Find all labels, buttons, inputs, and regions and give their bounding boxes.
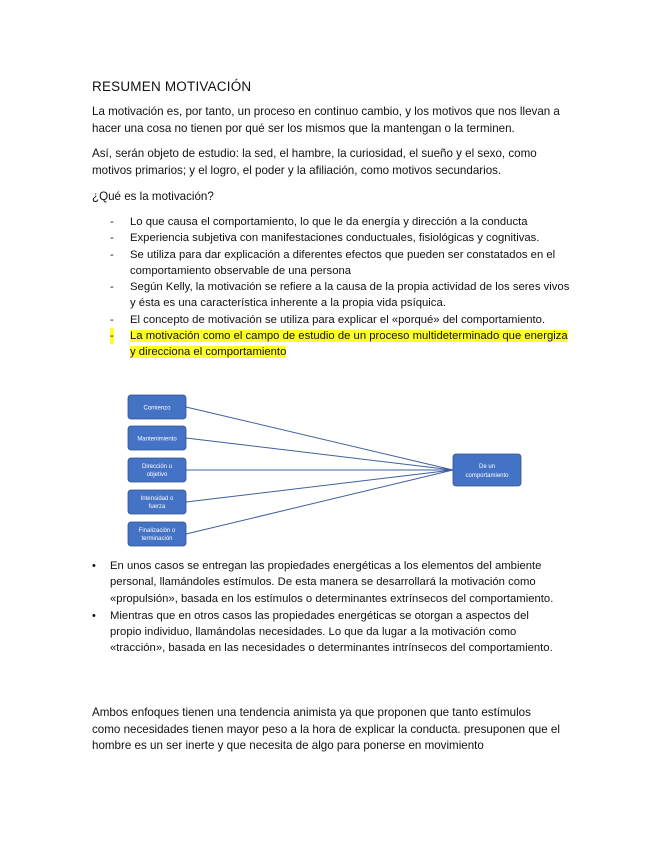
dash-marker: - bbox=[110, 328, 114, 344]
box-label: fuerza bbox=[148, 504, 166, 510]
diagram-box-comienzo bbox=[128, 395, 186, 419]
definition-text: Se utiliza para dar explicación a diferentes efectos que pueden ser constatados en el comportamiento observable de una persona bbox=[130, 248, 556, 277]
definition-item bbox=[110, 214, 570, 230]
diagram-box-mantenimiento bbox=[128, 426, 186, 450]
paragraph-conclusion: Ambos enfoques tienen una tendencia animista ya que proponen que tanto estímulos como necesidades tienen mayor peso a la hora de explicar la conducta. presuponen que el hombre es un ser inerte y que necesita de algo para ponerse en movimiento bbox=[92, 706, 560, 752]
bullet-item bbox=[92, 558, 562, 607]
diagram-box-target bbox=[453, 454, 521, 486]
definition-item-highlighted bbox=[110, 328, 570, 361]
definition-text: Experiencia subjetiva con manifestaciones conductuales, fisiológicas y cognitivas. bbox=[130, 232, 540, 245]
motivation-diagram bbox=[127, 393, 527, 549]
dash-marker: - bbox=[110, 232, 114, 245]
box-label: Mantenimiento bbox=[137, 436, 177, 443]
definitions-list bbox=[110, 214, 570, 361]
page-title: RESUMEN MOTIVACIÓN bbox=[92, 79, 252, 94]
definition-text: Lo que causa el comportamiento, lo que le da energía y dirección a la conducta bbox=[130, 216, 528, 228]
box-label: Dirección u bbox=[141, 464, 173, 470]
bullet-marker: • bbox=[92, 560, 96, 572]
box-label: Intensidad o bbox=[140, 496, 174, 502]
definition-item bbox=[110, 247, 570, 280]
bullet-text: En unos casos se entregan las propiedades energéticas a los elementos del ambiente personal, llamándoles estímulos. De esta manera se desarrollará la motivación como «propulsión», basada en los estímulos o determinantes extrínsecos del comportamiento. bbox=[110, 560, 554, 605]
diagram-box-intensidad bbox=[128, 490, 186, 514]
dash-marker: - bbox=[110, 313, 114, 326]
connector-line bbox=[186, 470, 453, 502]
definition-text: El concepto de motivación se utiliza para explicar el «porqué» del comportamiento. bbox=[130, 313, 546, 326]
dash-marker: - bbox=[110, 281, 114, 294]
box-label: terminación bbox=[141, 536, 173, 542]
box-label: Finalización o bbox=[138, 528, 176, 534]
definition-item bbox=[110, 230, 570, 246]
box-label: De un bbox=[478, 464, 496, 470]
definition-text: Según Kelly, la motivación se refiere a la causa de la propia actividad de los seres vivos y ésta es una característica inherente a la propia vida psíquica. bbox=[130, 281, 570, 310]
box-label: Comienzo bbox=[143, 405, 171, 412]
diagram-box-direccion bbox=[128, 458, 186, 482]
connector-line bbox=[186, 438, 453, 470]
dash-marker: - bbox=[110, 216, 114, 228]
bullets-list bbox=[92, 558, 562, 658]
box-label: comportamiento bbox=[465, 473, 509, 479]
diagram-box-finalizacion bbox=[128, 522, 186, 546]
bullet-text: Mientras que en otros casos las propiedades energéticas se otorgan a aspectos del propio individuo, llamándolas necesidades. Lo que da lugar a la motivación como «tracción», basada en las necesidades o determinantes intrínsecos del comportamiento. bbox=[110, 609, 553, 655]
paragraph-intro: La motivación es, por tanto, un proceso en continuo cambio, y los motivos que nos llevan a hacer una cosa no tienen por qué ser los mismos que la mantengan o la terminen. bbox=[92, 105, 560, 135]
box-label: objetivo bbox=[146, 472, 168, 478]
question-heading: ¿Qué es la motivación? bbox=[92, 190, 214, 203]
definition-item bbox=[110, 279, 570, 312]
paragraph-study-objects: Así, serán objeto de estudio: la sed, el hambre, la curiosidad, el sueño y el sexo, como motivos primarios; y el logro, el poder y la afiliación, como motivos secundarios. bbox=[92, 147, 537, 177]
dash-marker: - bbox=[110, 248, 114, 261]
connector-line bbox=[186, 407, 453, 470]
connector-line bbox=[186, 470, 453, 534]
bullet-item bbox=[92, 608, 562, 657]
bullet-marker: • bbox=[92, 609, 96, 622]
definition-text-highlighted: La motivación como el campo de estudio de un proceso multideterminado que energiza y direcciona el comportamiento bbox=[130, 330, 568, 359]
connector-lines bbox=[186, 407, 453, 534]
definition-item bbox=[110, 312, 570, 328]
